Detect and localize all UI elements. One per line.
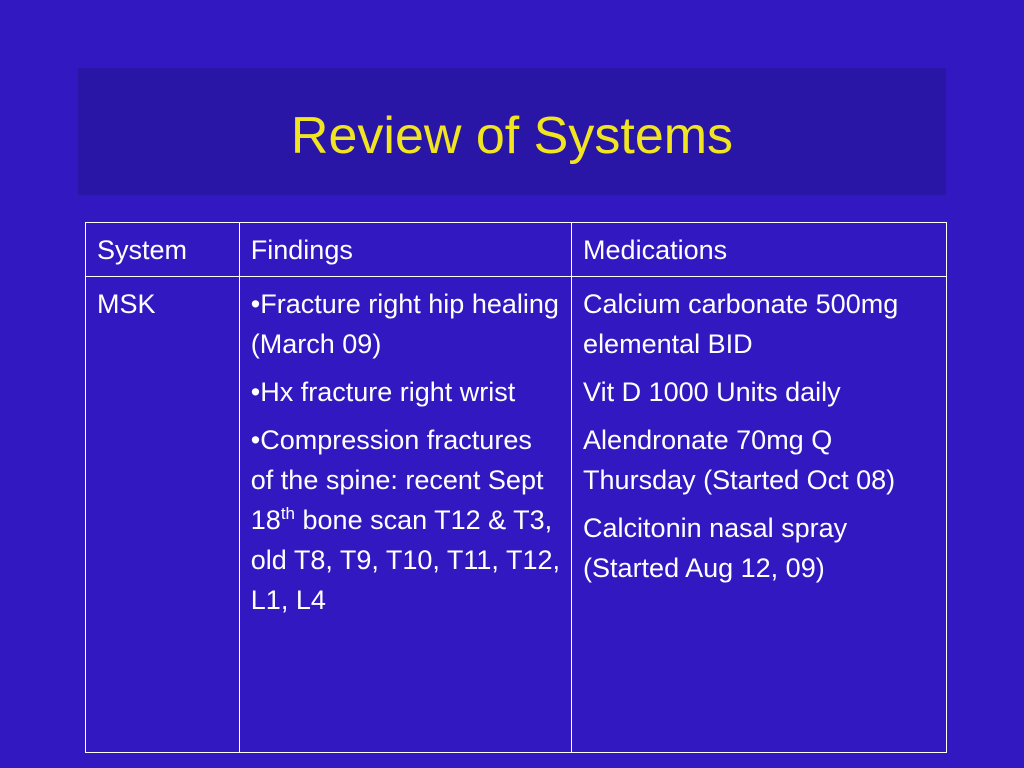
header-findings: Findings [239, 223, 571, 277]
medication-item: Vit D 1000 Units daily [583, 377, 841, 407]
medication-item: Calcium carbonate 500mg elemental BID [583, 289, 899, 359]
ordinal-suffix: th [280, 504, 296, 523]
finding-text: •Compression fractures of the spine: recent Sept 18 [250, 425, 544, 535]
table-row [86, 277, 947, 753]
medication-item: Alendronate 70mg Q Thursday (Started Oct 08) [583, 425, 896, 495]
header-medications: Medications [572, 223, 947, 277]
finding-item: •Fracture right hip healing (March 09) [250, 289, 559, 359]
finding-item [251, 420, 560, 620]
finding-text: bone scan T12 & T3, old T8, T9, T10, T11, T12, L1, L4 [250, 505, 560, 615]
header-system: System [86, 223, 240, 277]
slide-title: Review of Systems [290, 107, 734, 165]
medication-item: Calcitonin nasal spray (Started Aug 12, 09) [583, 513, 848, 583]
cell-findings [239, 277, 571, 753]
finding-item: •Hx fracture right wrist [250, 377, 516, 407]
cell-medications [572, 277, 947, 753]
review-table [85, 222, 947, 753]
table-header-row [86, 223, 947, 277]
cell-system: MSK [86, 277, 240, 753]
